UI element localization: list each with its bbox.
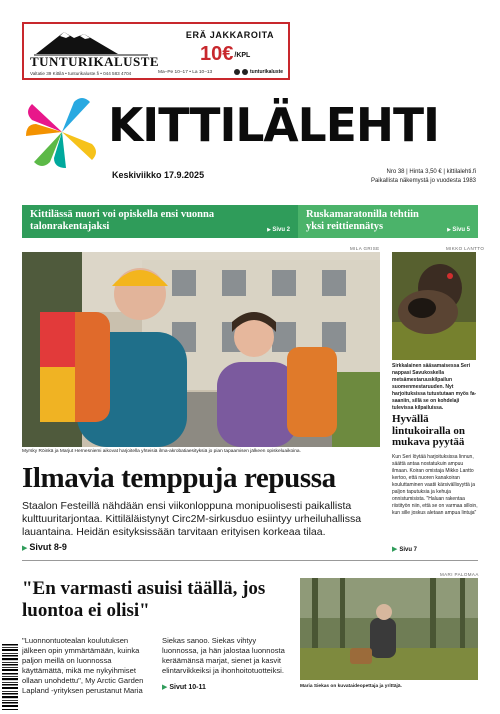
ad-hours: Ma–Pe 10–17 • La 10–13	[158, 70, 213, 75]
photo-credit: MILA GRISE	[350, 246, 380, 251]
instagram-icon	[234, 69, 240, 75]
photo-credit: MARI PALOMAA	[440, 572, 479, 577]
barcode-icon	[0, 640, 22, 714]
issue-line: Nro 38 | Hinta 3,50 € | kittilalehti.fi	[386, 169, 476, 175]
tagline: Paikallista näkemystä jo vuodesta 1983	[370, 178, 476, 184]
main-photo[interactable]	[22, 252, 380, 447]
ad-social-handle: tunturikaluste	[250, 69, 284, 75]
main-lead: Staalon Festeillä nähdään ensi viikonloppuna monipuolisesti paikallista kulttuuritarjontaa. Kittiläläistynyt Circ2M-sirkusduo esiintyy urheiluhallissa lauantaina. Heidän esityksissään tarvitaan erityisen korkeaa tilaa.	[22, 500, 362, 538]
side-photo-caption: Sirkkalainen sääsamaisessa Seri nappasi Savukoskella metsämestaruuskilpailun suomenmestaruuden. Nyt harjoituksissa tutustutaan myös fasaaniin, sillä se on kohdelaji tulevissa kilpailuissa.	[392, 363, 477, 411]
ad-price: 10€	[200, 43, 234, 65]
teaser-page: ▶ Sivu 5	[447, 227, 470, 233]
main-page-ref[interactable]: ▶ Sivut 8-9	[22, 542, 67, 552]
ad-social	[234, 69, 283, 75]
ad-unit: /KPL	[234, 52, 251, 59]
section-divider	[22, 560, 478, 561]
teaser-title: Ruskamaratonilla tehtiin yksi reittiennätys	[306, 209, 419, 232]
pinwheel-logo-icon	[22, 92, 102, 172]
bird-dog-photo[interactable]	[392, 252, 476, 360]
ad-brand: TUNTURIKALUSTE	[30, 54, 160, 69]
teaser-link[interactable]	[298, 205, 478, 238]
advertisement[interactable]	[22, 22, 290, 80]
facebook-icon	[242, 69, 248, 75]
photo-credit: MIKKO LANTTO	[446, 246, 485, 251]
side-headline[interactable]: Hyvällä lintukoiralla on mukava pyytää	[392, 413, 466, 448]
side-page-ref[interactable]: ▶ Sivu 7	[392, 545, 417, 553]
bottom-headline[interactable]: "En varmasti asuisi täällä, jos luontoa ei olisi"	[22, 578, 266, 621]
ad-address: Valtatie 39 Kittilä • tunturikaluste.fi • 044 583 4704	[30, 71, 132, 76]
issue-info	[300, 168, 476, 186]
issue-date: Keskiviikko 17.9.2025	[112, 170, 205, 180]
teaser-page: ▶ Sivu 2	[267, 227, 290, 233]
main-photo-caption: Myrsky Röinkä ja Marjut Hernesniemi aikovat harjoitella yhteisiä ilma-akrobatiaesityksiä jo pian tapaamisen jälkeen opiskeluaikoina.	[22, 449, 301, 454]
ad-price-box	[200, 43, 250, 65]
ad-sale-title: ERÄ JAKKAROITA	[185, 30, 275, 40]
bottom-page-ref[interactable]: ▶ Sivut 10-11	[162, 683, 206, 691]
main-headline[interactable]: Ilmavia temppuja repussa	[22, 462, 336, 494]
forest-photo[interactable]	[300, 578, 478, 680]
teaser-link[interactable]	[22, 205, 298, 238]
teaser-title: Kittilässä nuori voi opiskella ensi vuonna talonrakentajaksi	[30, 209, 215, 232]
side-body: Kun Seri löytää harjoituksissa linnun, säättä antaa nostatukuin ampuu ilmaan. Koiran omistaja Mikko Lantto kertoo, että nuoren kanakoiran kouluttaminen vaatii kärsivällisyyttä ja paljon taputuksia ja kehuja onnistumisista. "Haluan rakentaa riistityön niin, että se on varmaa silloin, kun sille joskus aletaan ampua lintuja"	[392, 454, 478, 516]
bottom-column-2: Siekas sanoo. Siekas vihtyy luonnossa, ja hän jalostaa luonnosta keräämänsä marjat, sienet ja kasvit elintarvikkeiksi ja ihonhoitotuotteiksi.	[162, 636, 285, 675]
newspaper-title: KITTILÄLEHTI	[108, 98, 439, 152]
bottom-column-1: "Luonnontuotealan koulutuksen jälkeen opin ymmärtämään, kuinka paljon meillä on luonnossa käyttämättä, mikä me nykyihmiset ollaan unohdettu", My Arctic Garden Lapland -yrityksen perustanut Maria	[22, 636, 144, 695]
bottom-photo-caption: Maria Siekas on kuvataideopettaja ja yrittäjä.	[300, 684, 402, 689]
